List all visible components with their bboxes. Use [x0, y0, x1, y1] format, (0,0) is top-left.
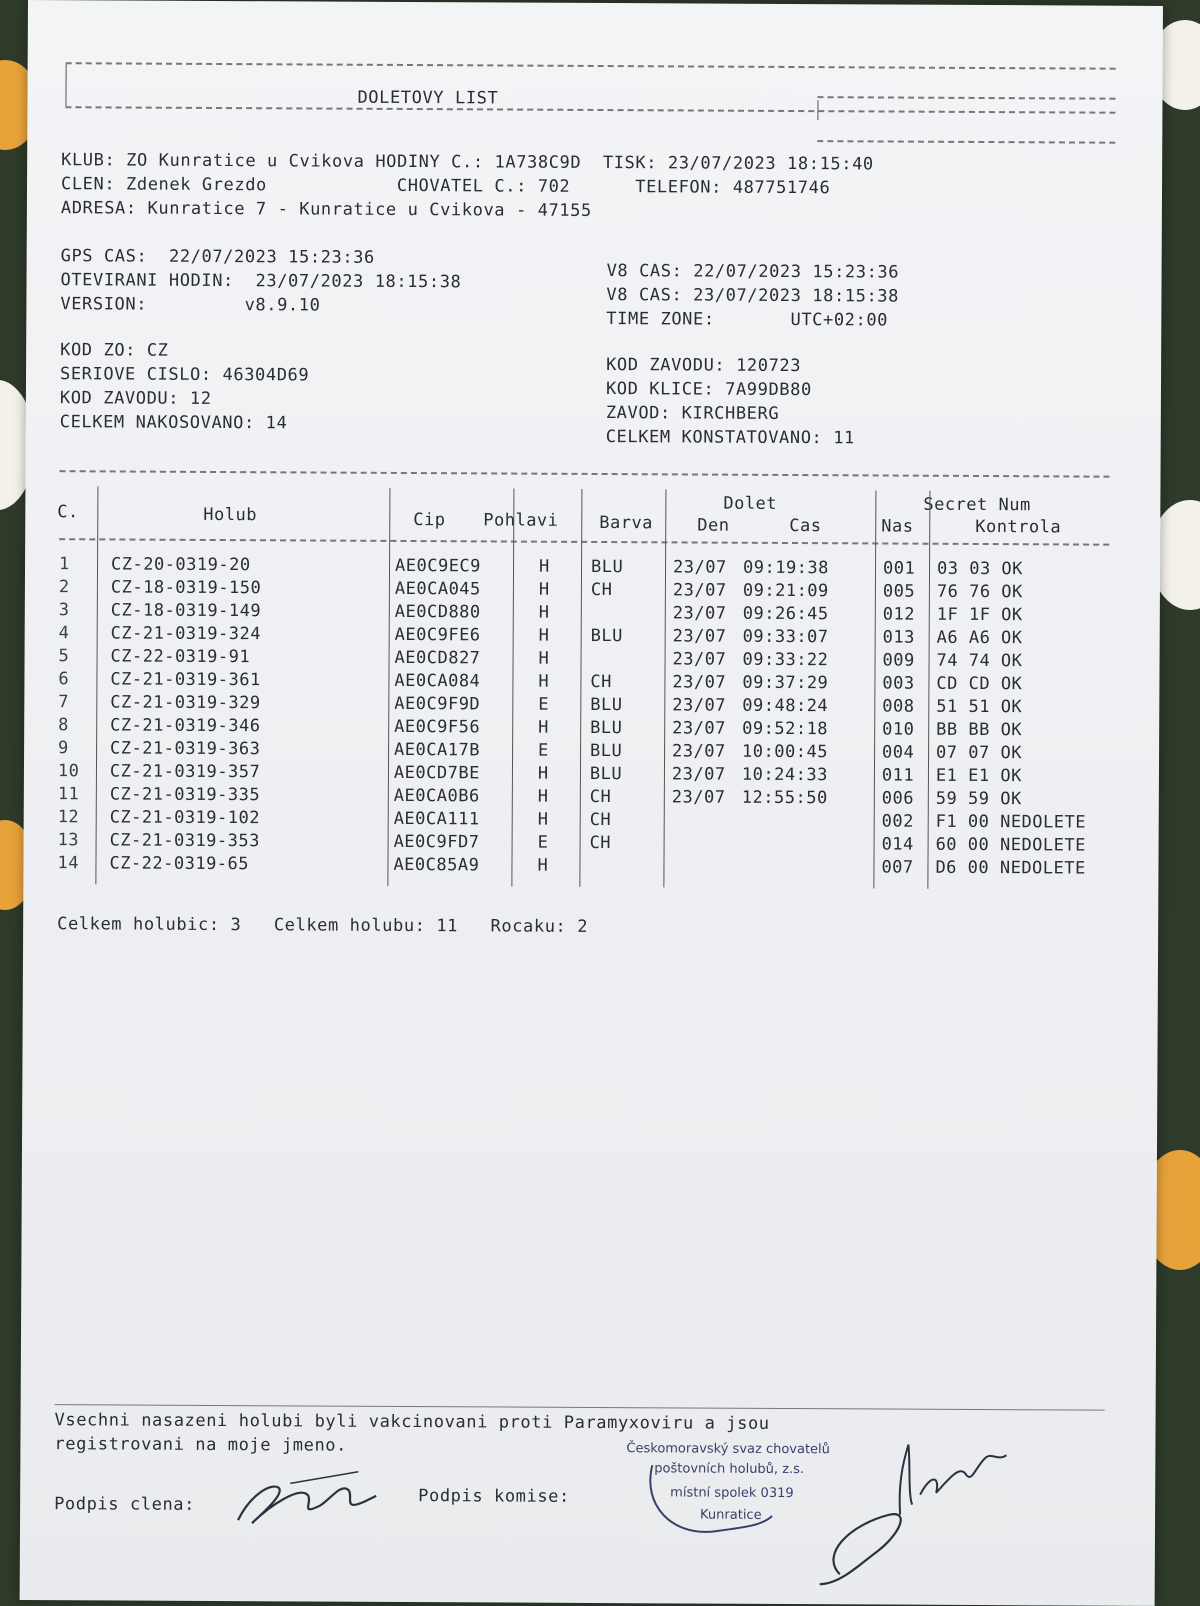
cell-cip: AE0C9F9D	[394, 693, 481, 715]
cell-holub: CZ-21-0319-363	[110, 738, 261, 760]
cell-barva: CH	[589, 786, 612, 808]
cell-den: 23/07	[672, 580, 727, 601]
cell-cip: AE0C85A9	[393, 854, 480, 876]
kod-zavodu-right: KOD ZAVODU: 120723	[606, 355, 802, 377]
cell-pohlavi: H	[538, 602, 550, 623]
col-header-barva: Barva	[599, 512, 654, 534]
cell-cip: AE0CA111	[393, 808, 480, 830]
open-time: OTEVIRANI HODIN: 23/07/2023 18:15:38	[60, 270, 462, 293]
declaration-line-2: registrovani na moje jmeno.	[54, 1434, 348, 1456]
cell-secret: A6 A6 OK	[936, 627, 1023, 649]
cell-cas: 09:37:29	[742, 672, 829, 694]
cell-secret: D6 00 NEDOLETE	[935, 857, 1086, 879]
cell-pohlavi: H	[538, 579, 550, 600]
col-header-pohlavi: Pohlavi	[483, 510, 559, 531]
col-header-secret: Secret Num	[923, 494, 1031, 516]
cell-cip: AE0CA0B6	[393, 785, 480, 807]
col-sep-cip	[511, 489, 514, 887]
title-left-rule	[65, 64, 66, 106]
title-top-rule	[66, 62, 1116, 69]
declaration-line-1: Vsechni nasazeni holubi byli vakcinovani proti Paramyxoviru a jsou	[54, 1410, 770, 1434]
cell-pohlavi: H	[537, 855, 549, 876]
cell-nas: 008	[882, 696, 915, 717]
cell-secret: 1F 1F OK	[936, 604, 1023, 626]
cell-holub: CZ-22-0319-91	[110, 646, 251, 668]
kod-zo: KOD ZO: CZ	[60, 340, 169, 361]
title-right-rule	[817, 96, 1115, 100]
header-line-2: CLEN: Zdenek Grezdo CHOVATEL C.: 702 TELEFON: 487751746	[60, 174, 831, 199]
table-header-rule	[59, 538, 1109, 545]
cell-c: 4	[58, 623, 70, 644]
cell-cip: AE0CA045	[394, 578, 481, 600]
cell-den: 23/07	[672, 741, 726, 762]
cell-c: 1	[58, 554, 70, 575]
cell-pohlavi: H	[538, 625, 550, 646]
cell-c: 8	[58, 715, 70, 736]
cell-holub: CZ-21-0319-335	[109, 784, 261, 806]
cell-cip: AE0CA17B	[394, 739, 481, 761]
cell-den: 23/07	[671, 787, 726, 808]
cell-secret: 07 07 OK	[936, 742, 1023, 764]
printed-sheet	[20, 0, 1163, 1606]
cell-nas: 002	[881, 811, 914, 832]
footer-rule	[55, 1404, 1105, 1410]
cell-holub: CZ-21-0319-346	[110, 715, 261, 737]
cell-pohlavi: H	[537, 786, 549, 807]
v8-time-2: V8 CAS: 23/07/2023 18:15:38	[606, 285, 900, 307]
col-header-cas: Cas	[789, 515, 822, 537]
cell-secret: 59 59 OK	[935, 788, 1022, 810]
summary-line: Celkem holubic: 3 Celkem holubu: 11 Rocaku: 2	[57, 914, 589, 937]
cell-cas: 12:55:50	[741, 787, 828, 809]
col-header-den: Den	[697, 515, 730, 536]
cell-holub: CZ-18-0319-149	[110, 600, 262, 622]
cell-holub: CZ-21-0319-102	[109, 807, 261, 829]
cell-holub: CZ-21-0319-357	[109, 761, 261, 783]
cell-den: 23/07	[672, 557, 727, 578]
cell-barva: BLU	[589, 763, 623, 785]
cell-barva: CH	[589, 832, 612, 854]
cell-c: 3	[58, 600, 70, 621]
cell-nas: 014	[881, 834, 914, 855]
cell-secret: CD CD OK	[936, 673, 1023, 695]
cell-cip: AE0CD880	[394, 601, 481, 623]
time-zone: TIME ZONE: UTC+02:00	[606, 309, 889, 331]
cell-secret: F1 00 NEDOLETE	[935, 811, 1087, 833]
cell-barva: BLU	[590, 717, 623, 739]
cell-cas: 09:48:24	[742, 695, 829, 717]
cell-den: 23/07	[672, 718, 726, 739]
cell-pohlavi: H	[538, 671, 550, 692]
cell-cip: AE0C9FE6	[394, 624, 481, 646]
cell-secret: 76 76 OK	[936, 581, 1023, 603]
cell-secret: BB BB OK	[936, 719, 1023, 741]
col-sep-dolet	[873, 490, 876, 888]
cell-den: 23/07	[672, 603, 727, 624]
cell-cip: AE0C9FD7	[393, 831, 480, 853]
cell-cas: 10:24:33	[741, 764, 828, 786]
cell-den: 23/07	[672, 649, 727, 670]
cell-secret: 74 74 OK	[936, 650, 1023, 672]
cell-pohlavi: H	[538, 556, 550, 577]
cell-cip: AE0CA084	[394, 670, 481, 692]
cell-nas: 006	[881, 788, 915, 809]
cell-den: 23/07	[672, 672, 727, 693]
cell-nas: 013	[882, 627, 915, 648]
cell-c: 10	[57, 761, 80, 782]
celkem-konstatovano: CELKEM KONSTATOVANO: 11	[605, 427, 855, 449]
cell-cip: AE0CD7BE	[393, 762, 480, 784]
zavod: ZAVOD: KIRCHBERG	[605, 403, 780, 424]
cell-secret: 51 51 OK	[936, 696, 1023, 718]
cell-c: 11	[57, 784, 80, 805]
stamp-line-4: Kunratice	[700, 1507, 762, 1523]
title-bottom-rule	[65, 106, 1115, 113]
cell-den: 23/07	[672, 626, 727, 647]
cell-cas: 09:33:22	[742, 649, 829, 671]
member-signature	[230, 1465, 380, 1536]
col-sep-nas	[927, 491, 930, 889]
cell-cas: 09:21:09	[742, 580, 829, 602]
cell-pohlavi: H	[537, 809, 549, 830]
col-header-nas: Nas	[881, 516, 914, 537]
cell-holub: CZ-21-0319-361	[110, 669, 261, 691]
cell-holub: CZ-18-0319-150	[110, 577, 262, 599]
gps-time: GPS CAS: 22/07/2023 15:23:36	[60, 246, 375, 268]
cell-c: 14	[57, 853, 80, 874]
cell-nas: 004	[882, 742, 915, 763]
cell-holub: CZ-21-0319-324	[110, 623, 262, 645]
col-header-c: C.	[57, 502, 79, 523]
cell-barva: CH	[589, 809, 612, 831]
cell-barva: CH	[590, 671, 612, 693]
col-sep-barva	[663, 489, 666, 887]
cell-nas: 012	[882, 604, 916, 625]
cell-c: 9	[58, 738, 69, 759]
cell-nas: 005	[882, 581, 916, 602]
col-header-dolet: Dolet	[723, 493, 778, 514]
cell-holub: CZ-21-0319-329	[110, 692, 261, 714]
cell-c: 7	[58, 692, 70, 713]
cell-den: 23/07	[672, 695, 727, 716]
cell-nas: 010	[882, 719, 915, 740]
cell-nas: 007	[881, 857, 914, 878]
cell-c: 12	[57, 807, 80, 828]
v8-time-1: V8 CAS: 22/07/2023 15:23:36	[606, 261, 900, 283]
cell-pohlavi: E	[538, 694, 550, 715]
cell-barva: BLU	[590, 694, 623, 716]
cell-c: 13	[57, 830, 80, 851]
celkem-nakosovano: CELKEM NAKOSOVANO: 14	[59, 412, 288, 434]
table-top-rule	[60, 470, 1110, 477]
col-header-cip: Cip	[413, 510, 446, 531]
cell-cip: AE0C9EC9	[394, 555, 481, 577]
commission-signature-label: Podpis komise:	[418, 1486, 570, 1507]
cell-barva: CH	[590, 579, 613, 601]
cell-c: 5	[58, 646, 70, 667]
cell-holub: CZ-22-0319-65	[109, 853, 250, 875]
cell-secret: 03 03 OK	[936, 558, 1023, 580]
cell-secret: E1 E1 OK	[935, 765, 1022, 787]
cell-pohlavi: E	[537, 832, 549, 853]
cell-den: 23/07	[671, 764, 726, 785]
col-sep-holub	[387, 488, 390, 886]
cell-cip: AE0C9F56	[394, 716, 481, 738]
cell-cas: 10:00:45	[742, 741, 829, 763]
cell-pohlavi: H	[538, 717, 549, 738]
cell-c: 6	[58, 669, 70, 690]
cell-barva: BLU	[590, 740, 623, 762]
header-rule	[817, 140, 1115, 144]
cell-barva: BLU	[590, 625, 623, 647]
stamp-line-1: Českomoravský svaz chovatelů	[626, 1441, 830, 1458]
cell-holub: CZ-20-0319-20	[110, 554, 251, 576]
cell-cas: 09:33:07	[742, 626, 829, 648]
serial-number: SERIOVE CISLO: 46304D69	[59, 364, 310, 386]
cell-c: 2	[58, 577, 70, 598]
cell-secret: 60 00 NEDOLETE	[935, 834, 1086, 856]
cell-nas: 003	[882, 673, 915, 694]
col-header-kontrola: Kontrola	[975, 516, 1062, 538]
cell-cas: 09:26:45	[742, 603, 829, 625]
cell-nas: 001	[882, 558, 916, 579]
col-sep-c	[95, 486, 98, 884]
cell-nas: 011	[881, 765, 915, 786]
kod-zavodu-left: KOD ZAVODU: 12	[59, 388, 212, 409]
version: VERSION: v8.9.10	[60, 294, 321, 316]
cell-pohlavi: H	[538, 648, 550, 669]
cell-cip: AE0CD827	[394, 647, 481, 669]
kod-klice: KOD KLICE: 7A99DB80	[605, 379, 812, 401]
header-line-1: KLUB: ZO Kunratice u Cvikova HODINY C.: 1A738C9D TISK: 23/07/2023 18:15:40	[61, 150, 874, 175]
commission-signature	[780, 1434, 1021, 1595]
member-signature-label: Podpis clena:	[54, 1494, 196, 1515]
cell-cas: 09:19:38	[742, 557, 829, 579]
cell-barva: BLU	[590, 556, 624, 578]
cell-pohlavi: H	[537, 763, 549, 784]
cell-nas: 009	[882, 650, 915, 671]
cell-cas: 09:52:18	[742, 718, 829, 740]
document-title: DOLETOVY LIST	[357, 87, 499, 109]
stamp-line-3: místní spolek 0319	[670, 1485, 794, 1502]
header-line-3: ADRESA: Kunratice 7 - Kunratice u Cvikova - 47155	[60, 198, 592, 221]
col-sep-pohlavi	[579, 489, 582, 887]
cell-pohlavi: E	[538, 740, 549, 761]
stamp-line-2: poštovních holubů, z.s.	[654, 1461, 805, 1478]
col-header-holub: Holub	[203, 504, 258, 526]
cell-holub: CZ-21-0319-353	[109, 830, 260, 852]
